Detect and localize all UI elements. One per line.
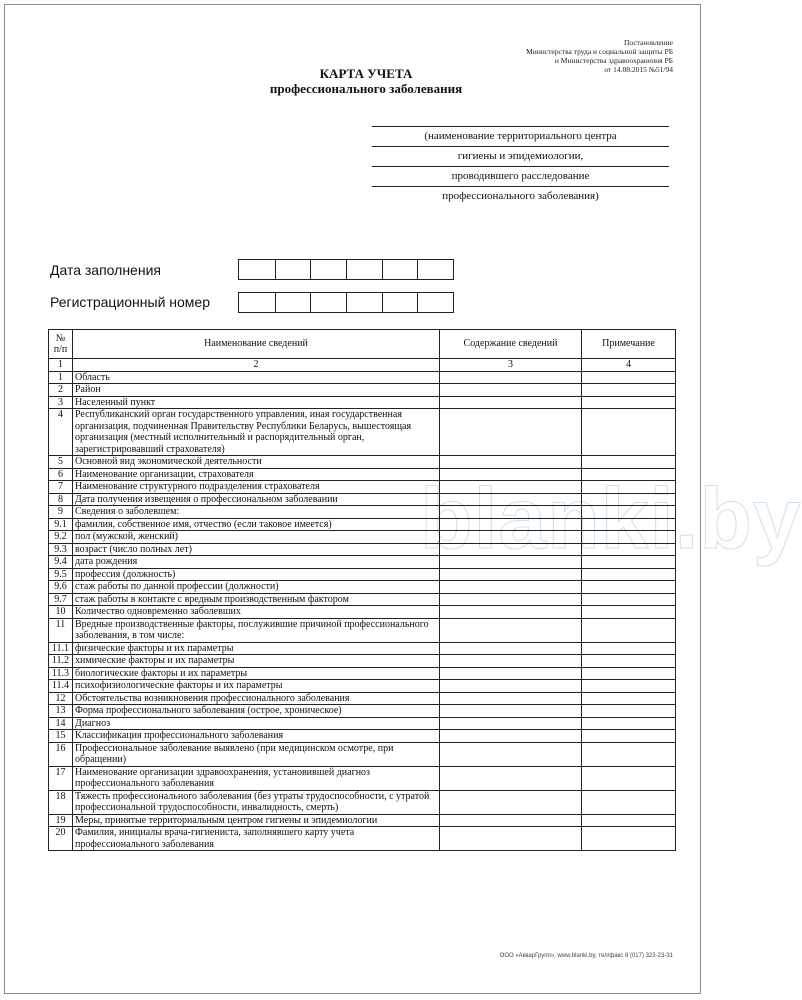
content-cell[interactable] [440,814,582,827]
note-cell[interactable] [582,543,676,556]
column-number: 1 [49,359,73,372]
table-row [49,568,676,581]
note-cell[interactable] [582,692,676,705]
info-table [48,329,676,851]
table-row [49,730,676,743]
table-row [49,680,676,693]
row-number: 16 [49,742,73,766]
registration-cell[interactable] [382,293,418,312]
content-cell[interactable] [440,742,582,766]
row-number: 9.2 [49,531,73,544]
content-cell[interactable] [440,680,582,693]
registration-cell[interactable] [239,293,275,312]
table-row [49,481,676,494]
note-cell[interactable] [582,371,676,384]
row-description: профессия (должность) [73,568,440,581]
table-row [49,766,676,790]
table-row [49,705,676,718]
row-description: Меры, принятые территориальным центром гигиены и эпидемиологии [73,814,440,827]
content-cell[interactable] [440,655,582,668]
row-description: Профессиональное заболевание выявлено (при медицинском осмотре, при обращении) [73,742,440,766]
table-row [49,531,676,544]
note-cell[interactable] [582,531,676,544]
row-description: психофизиологические факторы и их параметры [73,680,440,693]
date-cell[interactable] [239,260,275,279]
table-row [49,468,676,481]
row-number: 11.4 [49,680,73,693]
content-cell[interactable] [440,468,582,481]
note-cell[interactable] [582,493,676,506]
note-cell[interactable] [582,680,676,693]
table-row [49,396,676,409]
form-title-line1: КАРТА УЧЕТА [319,66,413,81]
date-cells[interactable] [238,259,454,280]
row-description: Основной вид экономической деятельности [73,456,440,469]
table-row [49,814,676,827]
content-cell[interactable] [440,730,582,743]
row-description: Диагноз [73,717,440,730]
content-cell[interactable] [440,456,582,469]
content-cell[interactable] [440,481,582,494]
content-cell[interactable] [440,506,582,519]
note-cell[interactable] [582,730,676,743]
row-description: Количество одновременно заболевших [73,606,440,619]
row-number: 11.3 [49,667,73,680]
resolution-reference [526,38,673,74]
table-row [49,827,676,851]
note-cell[interactable] [582,705,676,718]
form-title-line2: профессионального заболевания [269,81,463,96]
table-row [49,692,676,705]
row-description: Дата получения извещения о профессиональном заболевании [73,493,440,506]
row-description: Населенный пункт [73,396,440,409]
row-description: Наименование структурного подразделения страхователя [73,481,440,494]
content-cell[interactable] [440,692,582,705]
row-description: Фамилия, инициалы врача-гигиениста, заполнявшего карту учета профессионального заболевания [73,827,440,851]
row-description: Тяжесть профессионального заболевания (без утраты трудоспособности, с утратой профессиональной трудоспособности, инвалидность, смерть) [73,790,440,814]
header-num: № п/п [49,330,73,359]
note-cell[interactable] [582,642,676,655]
table-row [49,371,676,384]
registration-label: Регистрационный номер [50,294,210,310]
row-number: 9.7 [49,593,73,606]
column-number: 2 [73,359,440,372]
table-row [49,543,676,556]
note-cell[interactable] [582,618,676,642]
form-title [196,66,536,96]
table-row [49,556,676,569]
table-row [49,618,676,642]
content-cell[interactable] [440,642,582,655]
row-description: стаж работы по данной профессии (должности) [73,581,440,594]
content-cell[interactable] [440,531,582,544]
note-cell[interactable] [582,655,676,668]
registration-cell[interactable] [275,293,311,312]
note-cell[interactable] [582,384,676,397]
note-cell[interactable] [582,581,676,594]
row-number: 11.1 [49,642,73,655]
row-description: биологические факторы и их параметры [73,667,440,680]
note-cell[interactable] [582,742,676,766]
row-number: 15 [49,730,73,743]
resolution-line: от 14.08.2015 №51/94 [604,65,673,74]
row-number: 12 [49,692,73,705]
row-number: 4 [49,409,73,456]
table-row [49,655,676,668]
content-cell[interactable] [440,606,582,619]
table-row [49,606,676,619]
row-number: 14 [49,717,73,730]
organization-block [372,126,669,206]
row-number: 20 [49,827,73,851]
row-description: возраст (число полных лет) [73,543,440,556]
row-number: 2 [49,384,73,397]
note-cell[interactable] [582,568,676,581]
row-number: 5 [49,456,73,469]
row-description: Наименование организации здравоохранения, установившей диагноз профессионального заболевания [73,766,440,790]
row-number: 9.4 [49,556,73,569]
table-row [49,409,676,456]
row-number: 9.5 [49,568,73,581]
note-cell[interactable] [582,790,676,814]
row-description: фамилия, собственное имя, отчество (если таковое имеется) [73,518,440,531]
content-cell[interactable] [440,705,582,718]
content-cell[interactable] [440,556,582,569]
registration-cell[interactable] [310,293,346,312]
date-cell[interactable] [310,260,346,279]
content-cell[interactable] [440,717,582,730]
registration-cell[interactable] [346,293,382,312]
row-description: дата рождения [73,556,440,569]
row-description: Наименование организации, страхователя [73,468,440,481]
row-description: Форма профессионального заболевания (острое, хроническое) [73,705,440,718]
content-cell[interactable] [440,827,582,851]
table-row [49,642,676,655]
date-cell[interactable] [417,260,453,279]
row-number: 9.3 [49,543,73,556]
table-row [49,581,676,594]
row-number: 19 [49,814,73,827]
content-cell[interactable] [440,667,582,680]
header-note: Примечание [582,330,676,359]
row-description: стаж работы в контакте с вредным производственным фактором [73,593,440,606]
row-number: 1 [49,371,73,384]
row-description: Классификация профессионального заболевания [73,730,440,743]
content-cell[interactable] [440,568,582,581]
row-description: Сведения о заболевшем: [73,506,440,519]
row-number: 11.2 [49,655,73,668]
note-cell[interactable] [582,667,676,680]
table-row [49,518,676,531]
note-cell[interactable] [582,456,676,469]
resolution-line: Министерства труда и социальной защиты РБ [526,47,673,56]
row-description: пол (мужской, женский) [73,531,440,544]
note-cell[interactable] [582,814,676,827]
row-description: Республиканский орган государственного управления, иная государственная организация, подчиненная Правительству Республики Беларусь, вышестоящая организация (местный исполнительный и распорядительный орган, зарегистрировавший страхователя) [73,409,440,456]
note-cell[interactable] [582,468,676,481]
resolution-line: Постановление [623,38,673,47]
row-number: 3 [49,396,73,409]
content-cell[interactable] [440,593,582,606]
table-row [49,593,676,606]
row-number: 13 [49,705,73,718]
table-row [49,717,676,730]
organization-caption: профессионального заболевания) [442,190,599,202]
organization-caption: (наименование территориального центра [424,130,617,142]
header-content: Содержание сведений [440,330,582,359]
note-cell[interactable] [582,593,676,606]
row-number: 17 [49,766,73,790]
content-cell[interactable] [440,618,582,642]
resolution-line: и Министерства здравоохранения РБ [554,56,673,65]
organization-caption: гигиены и эпидемиологии, [457,150,584,162]
date-cell[interactable] [382,260,418,279]
note-cell[interactable] [582,409,676,456]
table-row [49,667,676,680]
row-description: химические факторы и их параметры [73,655,440,668]
content-cell[interactable] [440,493,582,506]
note-cell[interactable] [582,556,676,569]
row-description: Обстоятельства возникновения профессионального заболевания [73,692,440,705]
content-cell[interactable] [440,396,582,409]
note-cell[interactable] [582,827,676,851]
registration-cells[interactable] [238,292,454,313]
content-cell[interactable] [440,518,582,531]
row-description: Вредные производственные факторы, послужившие причиной профессионального заболевания, в том числе: [73,618,440,642]
date-label: Дата заполнения [50,262,161,278]
row-number: 9.1 [49,518,73,531]
content-cell[interactable] [440,766,582,790]
table-row [49,742,676,766]
note-cell[interactable] [582,606,676,619]
content-cell[interactable] [440,790,582,814]
publisher-footer: ООО «АкварГрупп», www.blanki.by, тел/факс 8 (017) 323-23-31 [499,953,673,959]
note-cell[interactable] [582,518,676,531]
header-name: Наименование сведений [73,330,440,359]
note-cell[interactable] [582,717,676,730]
date-cell[interactable] [275,260,311,279]
content-cell[interactable] [440,581,582,594]
row-number: 11 [49,618,73,642]
row-description: Область [73,371,440,384]
table-row [49,384,676,397]
organization-caption: проводившего расследование [451,170,590,182]
row-number: 9 [49,506,73,519]
content-cell[interactable] [440,384,582,397]
date-cell[interactable] [346,260,382,279]
column-number: 4 [582,359,676,372]
table-row [49,790,676,814]
content-cell[interactable] [440,409,582,456]
note-cell[interactable] [582,396,676,409]
table-row [49,456,676,469]
row-number: 6 [49,468,73,481]
table-row [49,506,676,519]
note-cell[interactable] [582,481,676,494]
note-cell[interactable] [582,506,676,519]
row-number: 10 [49,606,73,619]
column-number: 3 [440,359,582,372]
row-number: 18 [49,790,73,814]
note-cell[interactable] [582,766,676,790]
table-row [49,493,676,506]
content-cell[interactable] [440,371,582,384]
row-number: 7 [49,481,73,494]
row-description: физические факторы и их параметры [73,642,440,655]
row-number: 9.6 [49,581,73,594]
row-description: Район [73,384,440,397]
row-number: 8 [49,493,73,506]
registration-cell[interactable] [417,293,453,312]
content-cell[interactable] [440,543,582,556]
